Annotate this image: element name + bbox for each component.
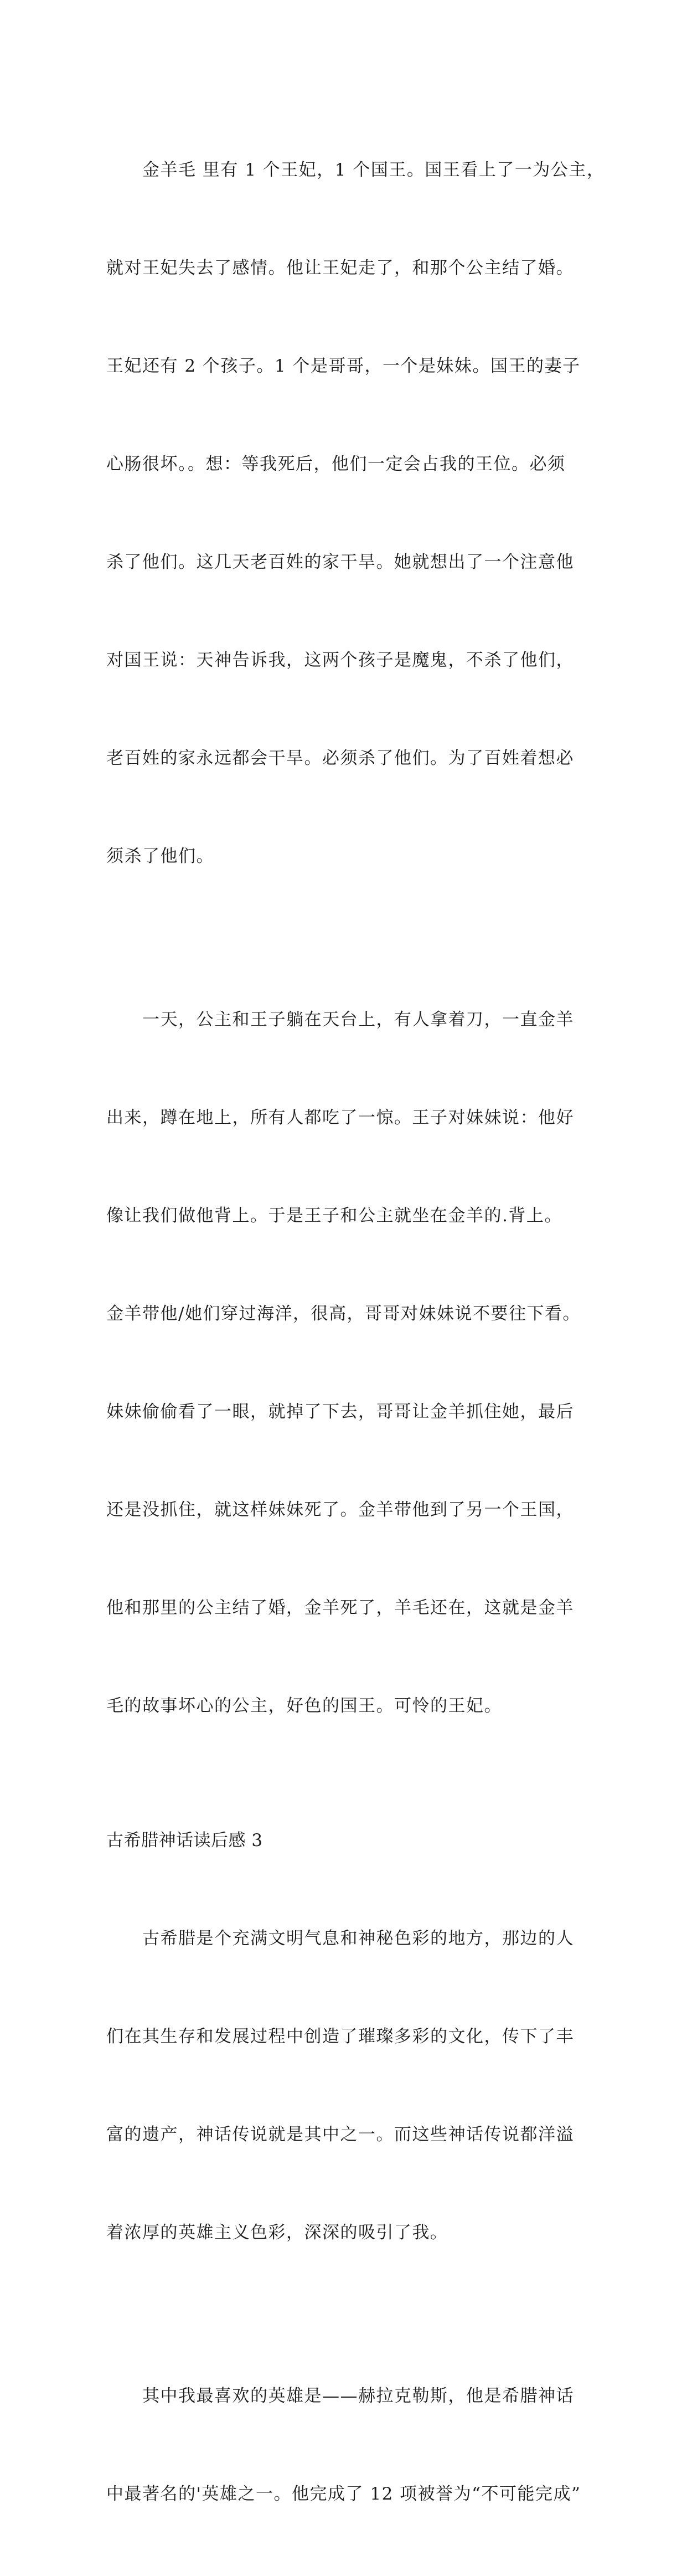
text-line: 对国王说：天神告诉我，这两个孩子是魔鬼，不杀了他们， — [106, 650, 574, 670]
text-line: 老百姓的家永远都会干旱。必须杀了他们。为了百姓着想必 — [106, 748, 574, 768]
paragraph-golden-fleece-1 — [106, 89, 605, 938]
text-line: 像让我们做他背上。于是王子和公主就坐在金羊的.背上。 — [106, 1206, 562, 1226]
text-line: 其中我最喜欢的英雄是——赫拉克勒斯，他是希腊神话 — [106, 2386, 574, 2406]
text-line: 毛的故事坏心的公主，好色的国王。可怜的王妃。 — [106, 1696, 502, 1716]
text-line: 古希腊是个充满文明气息和神秘色彩的地方，那边的人 — [106, 1929, 574, 1948]
text-line: 杀了他们。这几天老百姓的家干旱。她就想出了一个注意他 — [106, 552, 574, 572]
text-line: 富的遗产，神话传说就是其中之一。而这些神话传说都洋溢 — [106, 2125, 574, 2145]
text-line: 王妃还有 2 个孩子。1 个是哥哥，一个是妹妹。国王的妻子 — [106, 356, 581, 376]
text-line: 中最著名的'英雄之一。他完成了 12 项被誉为“不可能完成” — [106, 2484, 581, 2504]
text-line: 妹妹偷偷看了一眼，就掉了下去，哥哥让金羊抓住她，最后 — [106, 1402, 574, 1422]
text-line: 须杀了他们。 — [106, 846, 214, 866]
text-line: 金羊毛 里有 1 个王妃，1 个国王。国王看上了一为公主， — [106, 160, 605, 180]
paragraph-greek-myth-intro — [106, 1857, 582, 2315]
section-heading: 古希腊神话读后感 3 — [106, 1831, 263, 1850]
text-line: 还是没抓住，就这样妹妹死了。金羊带他到了另一个王国， — [106, 1500, 574, 1520]
paragraph-hercules — [106, 2315, 582, 2576]
paragraph-golden-fleece-2 — [106, 938, 582, 1788]
text-line: 出来，蹲在地上，所有人都吃了一惊。王子对妹妹说：他好 — [106, 1108, 574, 1128]
text-line: 就对王妃失去了感情。他让王妃走了，和那个公主结了婚。 — [106, 258, 574, 278]
document-body — [106, 89, 605, 2576]
text-line: 金羊带他/她们穿过海洋，很高，哥哥对妹妹说不要往下看。 — [106, 1304, 581, 1324]
text-line: 他和那里的公主结了婚，金羊死了，羊毛还在，这就是金羊 — [106, 1598, 574, 1618]
text-line: 们在其生存和发展过程中创造了璀璨多彩的文化，传下了丰 — [106, 2027, 574, 2047]
text-line: 着浓厚的英雄主义色彩，深深的吸引了我。 — [106, 2223, 448, 2243]
text-line: 一天，公主和王子躺在天台上，有人拿着刀，一直金羊 — [106, 1010, 574, 1030]
text-line: 心肠很坏。。想：等我死后，他们一定会占我的王位。必须 — [106, 454, 566, 474]
